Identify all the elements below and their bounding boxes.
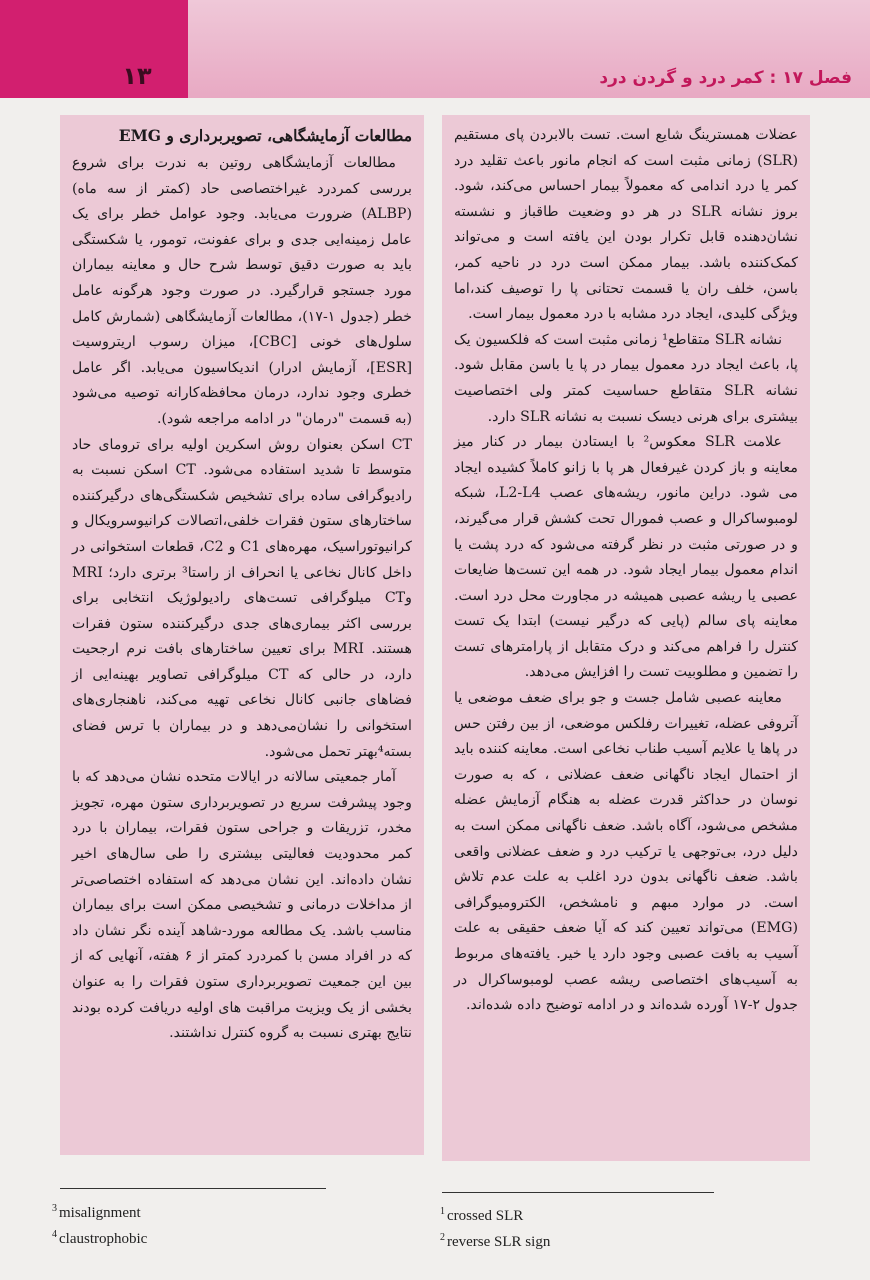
- right-column: [442, 115, 810, 1161]
- left-column: [60, 115, 424, 1155]
- paragraph: عضلات همسترینگ شایع است. تست بالابردن پای مستقیم (SLR) زمانی مثبت است که انجام مانور باعث تقلید درد کمر یا درد اندامی که معمولاً بیمار احساس می‌کند، شود. بروز نشانه SLR در هر دو وضعیت طاقباز و نشسته نشان‌دهنده قابل تکرار بودن این یافته است و می‌تواند کمک‌کننده باشد. بیمار ممکن است درد در ناحیه کمر، باسن، خلف ران یا قسمت تحتانی پا را توصیف کند،اما ویژگی کلیدی، ایجاد درد مشابه با درد معمول بیمار است.: [454, 127, 798, 323]
- footnotes-right: [440, 1201, 550, 1253]
- footnote-text: crossed SLR: [447, 1208, 524, 1224]
- section-heading: مطالعات آزمایشگاهی، تصویربرداری و EMG: [118, 126, 412, 145]
- footnote-text: reverse SLR sign: [447, 1234, 551, 1250]
- paragraph: معاینه عصبی شامل جست و جو برای ضعف موضعی یا آتروفی عضله، تغییرات رفلکس موضعی، از بین رفتن حس در پاها یا علایم آسیب طناب نخاعی است. معاینه کننده باید از احتمال ایجاد ناگهانی ضعف عضلانی ، که به صورت نوسان در حداکثر قدرت عضله به هنگام آزمایش عضله مشخص می‌شود، آگاه باشد. ضعف ناگهانی ممکن است به دلیل درد، بی‌توجهی یا ترکیب درد و ضعف عضلانی واقعی باشد. ضعف ناگهانی بدون درد اغلب به علت عدم تلاش است. در موارد مبهم و نامشخص، الکترومیوگرافی (EMG) می‌تواند تعیین کند که آیا ضعف حقیقی به علت آسیب به بافت عصبی وجود دارد یا خیر. یافته‌های مربوط به آسیب‌های اختصاصی ریشه عصب لومبوساکرال در جدول ۲-۱۷ آورده شده‌اند و در ادامه توضیح داده شده‌اند.: [454, 690, 798, 1014]
- footnote: [52, 1198, 147, 1224]
- chapter-title: فصل ۱۷ : کمر درد و گردن درد: [599, 68, 852, 88]
- footnote-text: claustrophobic: [59, 1231, 148, 1247]
- footnotes-left: [52, 1198, 147, 1250]
- footnote: [52, 1224, 147, 1250]
- paragraph: آمار جمعیتی سالانه در ایالات متحده نشان می‌دهد که با وجود پیشرفت سریع در تصویربرداری ستون مهره، تجویز مخدر، تزریقات و جراحی ستون فقرات، بیماران با درد کمر محدودیت فعالیتی بیشتری را طی سال‌های اخیر نشان داده‌اند. این نشان می‌دهد که استفاده اختصاصی‌تر از مداخلات درمانی و تشخیصی ممکن است برای بیماران مناسب باشد. یک مطالعه مورد-شاهد آینده نگر نشان داد که در افراد مسن با کمردرد کمتر از ۶ هفته، آنهایی که از بین این جمعیت تصویربرداری ستون فقرات را به عنوان بخشی از یک ویزیت مراقبت های اولیه دریافت کرده بودند نتایج بهتری نسبت به گروه کنترل نداشتند.: [72, 769, 412, 1042]
- footnote-number: 3: [52, 1203, 57, 1214]
- page-number: ۱۳: [122, 62, 152, 90]
- paragraph: نشانه SLR متقاطع¹ زمانی مثبت است که فلکسیون یک پا، باعث ایجاد درد معمول بیمار در پا یا باسن مقابل شود. نشانه SLR متقاطع حساسیت کمتر ولی اختصاصیت بیشتری برای هرنی دیسک نسبت به نشانه SLR دارد.: [454, 331, 798, 425]
- paragraph: مطالعات آزمایشگاهی روتین به ندرت برای شروع بررسی کمردرد غیراختصاصی حاد (کمتر از سه ماه) (ALBP) ضرورت می‌یابد. وجود عوامل خطر برای یک عامل زمینه‌ایی جدی و برای عفونت، تومور، یا شکستگی باید به صورت دقیق توسط شرح حال و معاینه بیماران مورد جستجو قرارگیرد. در صورت وجود هرگونه عامل خطر (جدول ۱-۱۷)، مطالعات آزمایشگاهی (شمارش کامل سلول‌های خونی [CBC]، میزان رسوب اریتروسیت [ESR]، آزمایش ادرار) اندیکاسیون می‌یابد. اگر عامل خطری وجود ندارد، درمان محافظه‌کارانه توصیه می‌شود (به قسمت "درمان" در ادامه مراجعه شود).: [72, 155, 412, 427]
- footnote-number: 4: [52, 1229, 57, 1240]
- footnote: [440, 1227, 550, 1253]
- footnote-divider: [442, 1192, 714, 1193]
- paragraph: CT اسکن بعنوان روش اسکرین اولیه برای ترومای حاد متوسط تا شدید استفاده می‌شود. CT اسکن نسبت به رادیوگرافی ساده برای تشخیص شکستگی‌های درگیرکننده ساختارهای ستون فقرات خلفی،اتصالات کرانیوسرویکال و کرانیوتوراسیک، مهره‌های C1 و C2، قطعات استخوانی در داخل کانال نخاعی یا انحراف از راستا³ برتری دارد؛ MRI وCT میلوگرافی تست‌های رادیولوژیک انتخابی برای بررسی اکثر بیماری‌های جدی درگیرکننده ستون فقرات هستند. MRI برای تعیین ساختارهای بافت نرم ارجحیت دارد، در حالی که CT میلوگرافی تصاویر بهینه‌ایی از فضاهای جانبی کانال نخاعی تهیه می‌کند، ناهنجاری‌های استخوانی را نشان‌می‌دهد و در بیماران با ترس فضای بسته⁴بهتر تحمل می‌شود.: [72, 436, 412, 760]
- footnote-divider: [60, 1188, 326, 1189]
- footnote-number: 1: [440, 1206, 445, 1217]
- paragraph: علامت SLR معکوس² با ایستادن بیمار در کنار میز معاینه و باز کردن غیرفعال هر پا با زانو کاملاً کشیده ایجاد می شود. دراین مانور، ریشه‌های عصب L2-L4، شبکه لومبوساکرال و عصب فمورال تحت کشش قرار می‌گیرند، و در صورتی مثبت در نظر گرفته می‌شود که درد پشت یا اندام معمول بیمار ایجاد شود. در همه این تست‌ها ضایعات عصبی یا ریشه عصبی همیشه در مجاورت محل درد است. معاینه پای سالم (پایی که درگیر نیست) ابتدا یک تست کنترل را فراهم می‌کند و درک متقابل از پارامترهای تست را تضمین و مطلوبیت تست را افزایش می‌دهد.: [454, 434, 798, 681]
- footnote: [440, 1201, 550, 1227]
- footnote-number: 2: [440, 1232, 445, 1243]
- footnote-text: misalignment: [59, 1205, 141, 1221]
